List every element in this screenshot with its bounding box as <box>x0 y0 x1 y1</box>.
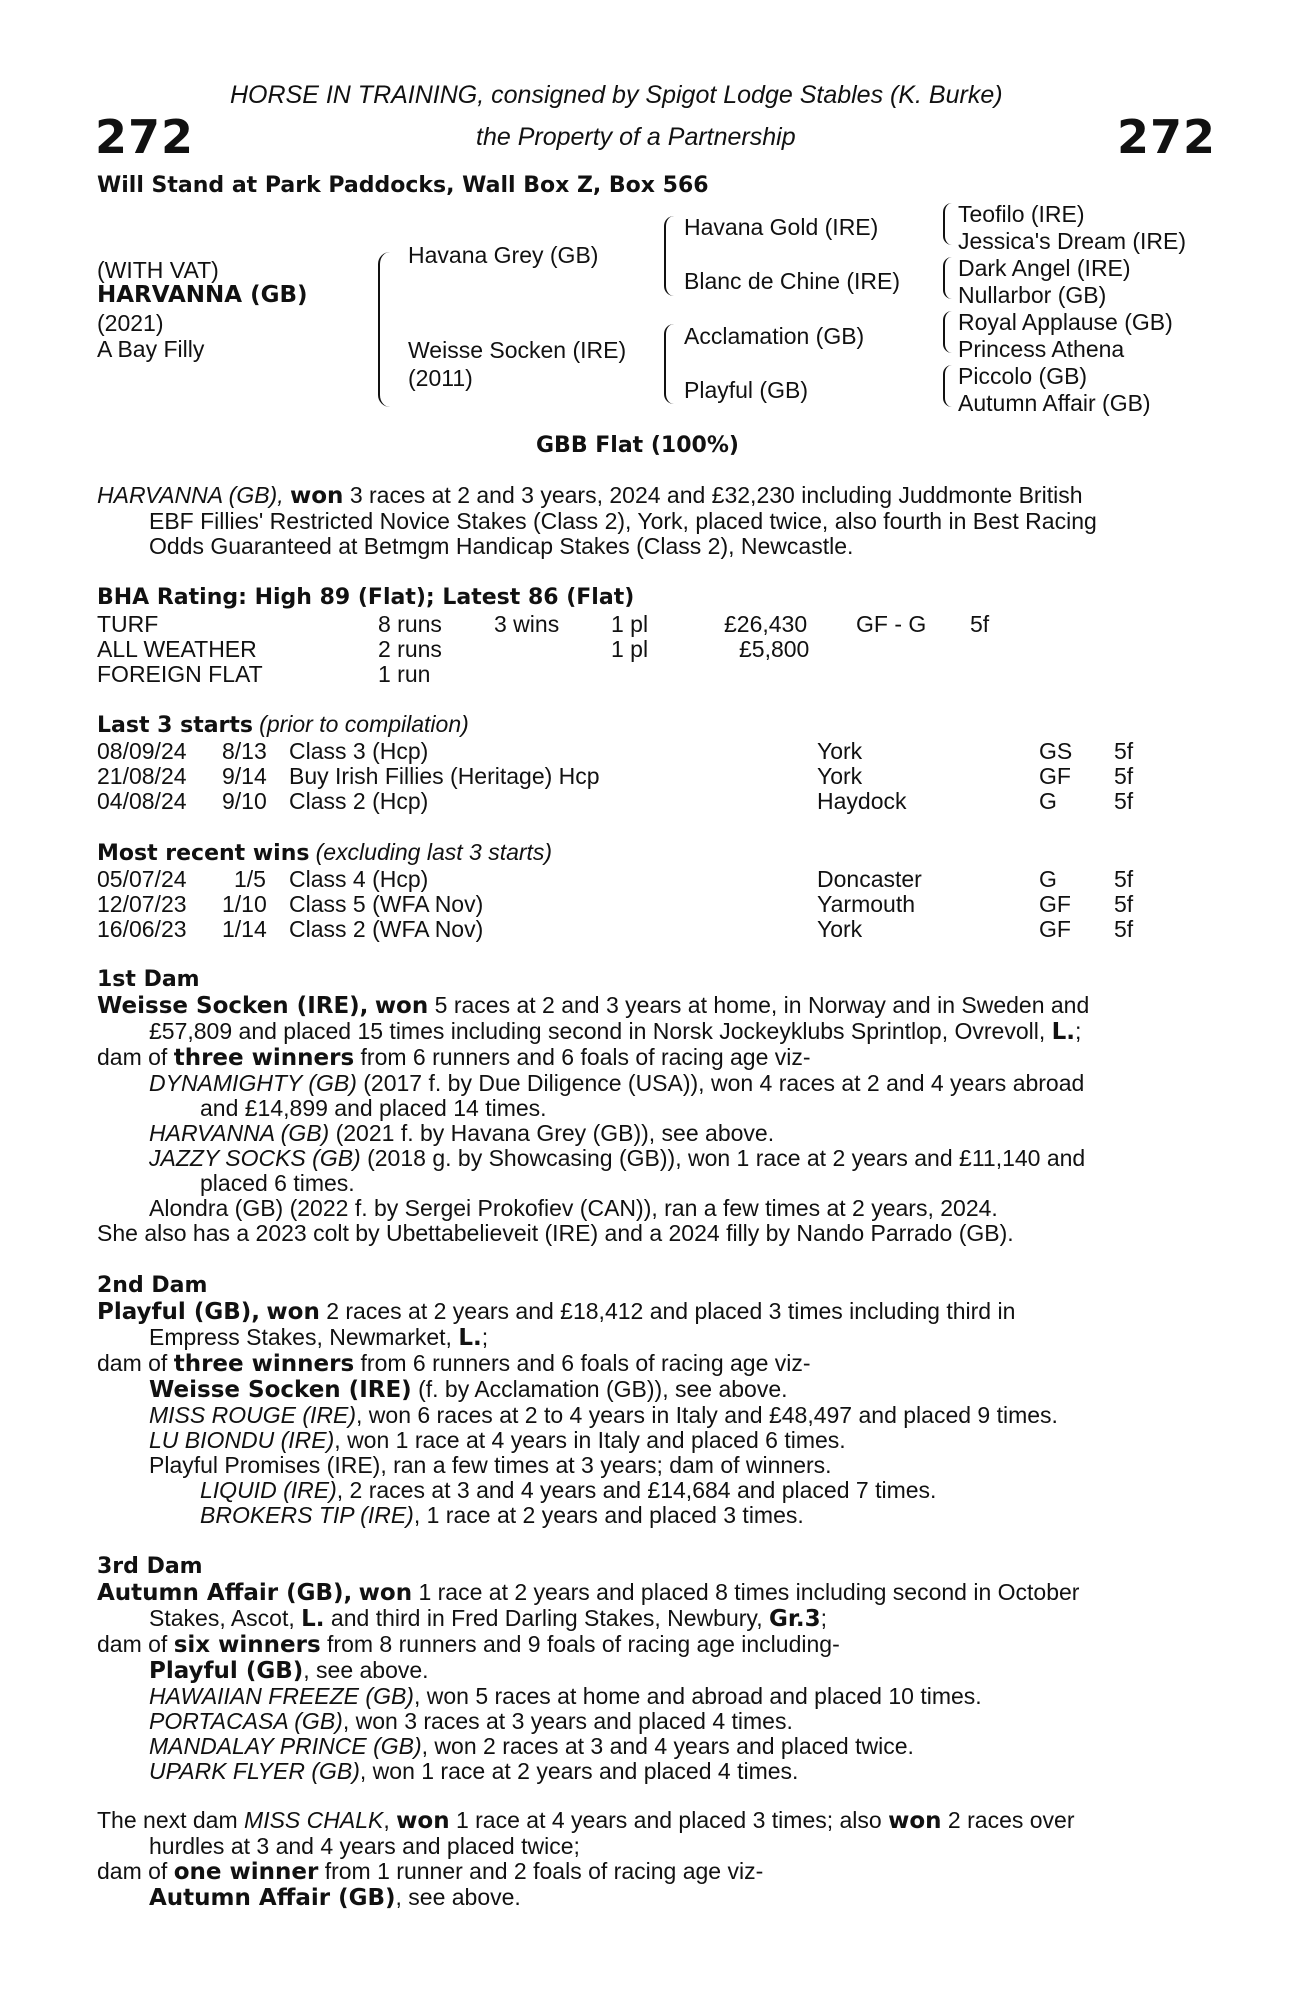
dam-name: Weisse Socken (IRE) <box>408 337 627 363</box>
start-date: 08/09/24 <box>97 738 187 764</box>
dam2-grandprogeny-2: BROKERS TIP (IRE) <box>200 1502 414 1528</box>
horse-name: HARVANNA (GB) <box>97 282 308 308</box>
race-summary <box>97 483 1205 559</box>
lot-number-right: 272 <box>1117 110 1217 164</box>
next-dam-name: MISS CHALK <box>244 1807 384 1833</box>
dam-year: (2011) <box>408 365 473 391</box>
great-granddam-3: Princess Athena <box>958 336 1125 362</box>
next-dam-damof: dam of <box>97 1858 174 1884</box>
start-dist: 5f <box>1114 788 1134 814</box>
pedigree-brace-g2 <box>943 257 952 299</box>
pedigree-brace-sire <box>664 216 674 296</box>
win-race: Class 2 (WFA Nov) <box>289 916 484 942</box>
sire-sire: Havana Gold (IRE) <box>684 214 879 240</box>
location-line: Will Stand at Park Paddocks, Wall Box Z, Box 566 <box>97 173 709 198</box>
win-dist: 5f <box>1114 866 1134 892</box>
dam1-progeny-1-text: (2017 f. by Due Diligence (USA)), won 4 races at 2 and 4 years abroad <box>356 1070 1085 1096</box>
dam2-progeny-3: LU BIONDU (IRE) <box>149 1427 335 1453</box>
gbb-label: GBB Flat (100%) <box>536 433 739 458</box>
dam1-heading: 1st Dam <box>97 967 200 992</box>
dam2-progeny-2-text: , won 6 races at 2 to 4 years in Italy and £48,497 and placed 9 times. <box>356 1402 1058 1428</box>
win-date: 12/07/23 <box>97 891 187 917</box>
dam2-line1: 2 races at 2 years and £18,412 and placed 3 times including third in <box>319 1298 1016 1324</box>
win-pos: 1/14 <box>222 916 267 942</box>
rating-wins: 3 wins <box>494 611 560 637</box>
win-race: Class 4 (Hcp) <box>289 866 429 892</box>
dam1-winners: three winners <box>173 1045 355 1071</box>
great-grandsire-3: Royal Applause (GB) <box>958 309 1173 335</box>
rating-prize: £5,800 <box>739 636 810 662</box>
summary-line3: Odds Guaranteed at Betmgm Handicap Stakes (Class 2), Newcastle. <box>149 533 854 559</box>
summary-line1: 3 races at 2 and 3 years, 2024 and £32,230 including Juddmonte British <box>343 482 1083 508</box>
win-course: York <box>817 916 863 942</box>
start-date: 21/08/24 <box>97 763 187 789</box>
dam2-section <box>97 1299 1205 1528</box>
vat-label: (WITH VAT) <box>97 257 219 283</box>
great-grandsire-4: Piccolo (GB) <box>958 363 1088 389</box>
next-dam-damof-rest: from 1 runner and 2 foals of racing age viz- <box>318 1858 764 1884</box>
start-going: G <box>1039 788 1057 814</box>
dam2-grandprogeny-2-text: , 1 race at 2 years and placed 3 times. <box>413 1502 804 1528</box>
win-going: GF <box>1039 891 1071 917</box>
next-dam-text1: 1 race at 4 years and placed 3 times; also <box>449 1807 889 1833</box>
dam2-won: won <box>266 1299 320 1325</box>
next-dam-won: won <box>396 1808 450 1834</box>
dam3-line2c: and third in Fred Darling Stakes, Newbury, <box>324 1605 769 1631</box>
dam3-section <box>97 1580 1205 1784</box>
dam3-progeny-5: UPARK FLYER (GB) <box>149 1758 360 1784</box>
dam3-progeny-1-text: , see above. <box>303 1657 429 1683</box>
dam1-progeny-4: Alondra (GB) (2022 f. by Sergei Prokofiev (CAN)), ran a few times at 2 years, 2024. <box>149 1195 998 1221</box>
win-date: 16/06/23 <box>97 916 187 942</box>
start-race: Buy Irish Fillies (Heritage) Hcp <box>289 763 600 789</box>
dam2-winners: three winners <box>173 1351 355 1377</box>
win-pos: 1/10 <box>222 891 267 917</box>
dam2-heading: 2nd Dam <box>97 1273 208 1298</box>
dam3-progeny-1: Playful (GB) <box>149 1658 304 1684</box>
dam2-name: Playful (GB), <box>97 1299 260 1325</box>
rating-surface: ALL WEATHER <box>97 636 257 662</box>
dam1-progeny-1-cont: and £14,899 and placed 14 times. <box>200 1095 547 1121</box>
start-race: Class 2 (Hcp) <box>289 788 429 814</box>
dam1-progeny-2-text: (2021 f. by Havana Grey (GB)), see above. <box>329 1120 775 1146</box>
dam3-name: Autumn Affair (GB), <box>97 1580 353 1606</box>
next-dam-text2: 2 races over <box>941 1807 1075 1833</box>
summary-won: won <box>290 483 344 509</box>
rating-placed: 1 pl <box>611 611 649 637</box>
dam3-damof: dam of <box>97 1631 174 1657</box>
great-granddam-1: Jessica's Dream (IRE) <box>958 228 1187 254</box>
rating-surface: FOREIGN FLAT <box>97 661 263 687</box>
start-pos: 8/13 <box>222 738 267 764</box>
next-dam-won2: won <box>888 1808 942 1834</box>
win-going: GF <box>1039 916 1071 942</box>
dam-dam: Playful (GB) <box>684 377 808 403</box>
dam3-won: won <box>358 1580 413 1606</box>
dam3-line1: 1 race at 2 years and placed 8 times including second in October <box>412 1579 1080 1605</box>
start-going: GS <box>1039 738 1073 764</box>
dam2-line2-end: ; <box>481 1324 489 1350</box>
pedigree-brace-main <box>378 252 390 407</box>
last-starts-heading <box>97 711 469 738</box>
dam2-damof: dam of <box>97 1350 174 1376</box>
start-dist: 5f <box>1114 763 1134 789</box>
summary-horse-name: HARVANNA (GB), <box>97 482 284 508</box>
dam2-progeny-4: Playful Promises (IRE), ran a few times at 3 years; dam of winners. <box>149 1452 832 1478</box>
dam2-listed: L. <box>458 1325 482 1351</box>
recent-wins-heading <box>97 839 552 866</box>
dam3-progeny-2: HAWAIIAN FREEZE (GB) <box>149 1683 414 1709</box>
dam3-line2a: Stakes, Ascot, <box>149 1605 302 1631</box>
next-dam-progeny-1: Autumn Affair (GB) <box>149 1885 396 1911</box>
dam1-line2-end: ; <box>1075 1018 1082 1044</box>
win-date: 05/07/24 <box>97 866 187 892</box>
dam3-line2e: ; <box>820 1605 828 1631</box>
next-dam-winners: one winner <box>173 1859 319 1885</box>
dam2-progeny-1-text: (f. by Acclamation (GB)), see above. <box>411 1376 788 1402</box>
win-going: G <box>1039 866 1057 892</box>
start-pos: 9/14 <box>222 763 267 789</box>
pedigree-brace-dam <box>664 324 674 404</box>
dam1-progeny-3-text: (2018 g. by Showcasing (GB)), won 1 race at 2 years and £11,140 and <box>360 1145 1086 1171</box>
dam3-progeny-4: MANDALAY PRINCE (GB) <box>149 1733 422 1759</box>
rating-placed: 1 pl <box>611 636 649 662</box>
start-going: GF <box>1039 763 1071 789</box>
dam3-heading: 3rd Dam <box>97 1554 203 1579</box>
rating-runs: 2 runs <box>378 636 442 662</box>
dam2-progeny-1: Weisse Socken (IRE) <box>149 1377 412 1403</box>
win-dist: 5f <box>1114 916 1134 942</box>
start-course: York <box>817 763 863 789</box>
pedigree-brace-g1 <box>943 203 952 245</box>
dam2-line2: Empress Stakes, Newmarket, <box>149 1324 459 1350</box>
dam3-progeny-3-text: , won 3 races at 3 years and placed 4 times. <box>342 1708 793 1734</box>
dam3-progeny-4-text: , won 2 races at 3 and 4 years and placed twice. <box>421 1733 914 1759</box>
dam3-listed: L. <box>301 1606 325 1632</box>
dam1-progeny-1: DYNAMIGHTY (GB) <box>149 1070 357 1096</box>
dam1-listed: L. <box>1051 1019 1076 1045</box>
dam2-progeny-3-text: , won 1 race at 4 years in Italy and placed 6 times. <box>334 1427 846 1453</box>
sire-dam: Blanc de Chine (IRE) <box>684 268 901 294</box>
dam1-line2: £57,809 and placed 15 times including second in Norsk Jockeyklubs Sprintlop, Ovrevoll, <box>149 1018 1052 1044</box>
recent-wins-title: Most recent wins <box>97 841 310 866</box>
dam1-progeny-3: JAZZY SOCKS (GB) <box>149 1145 361 1171</box>
start-date: 04/08/24 <box>97 788 187 814</box>
rating-heading: BHA Rating: High 89 (Flat); Latest 86 (Flat) <box>97 585 635 610</box>
recent-wins-note: (excluding last 3 starts) <box>315 839 553 865</box>
win-pos: 1/5 <box>234 866 266 892</box>
pedigree-brace-g3 <box>943 311 952 353</box>
great-grandsire-1: Teofilo (IRE) <box>958 201 1085 227</box>
great-granddam-2: Nullarbor (GB) <box>958 282 1107 308</box>
dam3-progeny-5-text: , won 1 race at 2 years and placed 4 times. <box>359 1758 799 1784</box>
next-dam-progeny-1-text: , see above. <box>395 1884 521 1910</box>
rating-surface: TURF <box>97 611 159 637</box>
dam2-grandprogeny-1: LIQUID (IRE) <box>200 1477 337 1503</box>
start-dist: 5f <box>1114 738 1134 764</box>
dam-sire: Acclamation (GB) <box>684 323 865 349</box>
start-course: Haydock <box>817 788 907 814</box>
last-starts-title: Last 3 starts <box>97 713 254 738</box>
lot-number-left: 272 <box>95 110 195 164</box>
dam1-progeny-3-cont: placed 6 times. <box>200 1170 355 1196</box>
dam1-damof-rest: from 6 runners and 6 foals of racing age viz- <box>354 1044 811 1070</box>
win-course: Yarmouth <box>817 891 916 917</box>
summary-line2: EBF Fillies' Restricted Novice Stakes (Class 2), York, placed twice, also fourth in Best Racing <box>149 508 1097 534</box>
win-course: Doncaster <box>817 866 922 892</box>
rating-dist: 5f <box>970 611 990 637</box>
next-dam-section <box>97 1808 1205 1911</box>
dam2-progeny-2: MISS ROUGE (IRE) <box>149 1402 357 1428</box>
win-race: Class 5 (WFA Nov) <box>289 891 484 917</box>
dam3-winners: six winners <box>173 1632 321 1658</box>
rating-runs: 1 run <box>378 661 431 687</box>
great-granddam-4: Autumn Affair (GB) <box>958 390 1151 416</box>
last-starts-note: (prior to compilation) <box>259 711 469 737</box>
next-dam-intro: The next dam <box>97 1807 245 1833</box>
pedigree-brace-g4 <box>943 365 952 407</box>
dam1-section <box>97 993 1205 1246</box>
consignor-line: HORSE IN TRAINING, consigned by Spigot Lodge Stables (K. Burke) <box>230 81 1003 109</box>
dam1-progeny-2: HARVANNA (GB) <box>149 1120 330 1146</box>
dam2-damof-rest: from 6 runners and 6 foals of racing age viz- <box>354 1350 811 1376</box>
start-race: Class 3 (Hcp) <box>289 738 429 764</box>
dam1-won: won <box>374 993 429 1019</box>
win-dist: 5f <box>1114 891 1134 917</box>
dam1-name: Weisse Socken (IRE), <box>97 993 369 1019</box>
great-grandsire-2: Dark Angel (IRE) <box>958 255 1131 281</box>
sire-name: Havana Grey (GB) <box>408 242 599 268</box>
dam2-grandprogeny-1-text: , 2 races at 3 and 4 years and £14,684 and placed 7 times. <box>336 1477 937 1503</box>
dam1-also: She also has a 2023 colt by Ubettabelieveit (IRE) and a 2024 filly by Nando Parrado (GB). <box>97 1220 1014 1246</box>
rating-going: GF - G <box>856 611 927 637</box>
dam1-line1: 5 races at 2 and 3 years at home, in Norway and in Sweden and <box>428 992 1090 1018</box>
dam1-damof: dam of <box>97 1044 174 1070</box>
rating-runs: 8 runs <box>378 611 442 637</box>
next-dam-comma: , <box>383 1807 397 1833</box>
start-course: York <box>817 738 863 764</box>
dam3-group: Gr.3 <box>768 1606 821 1632</box>
next-dam-line2: hurdles at 3 and 4 years and placed twice; <box>149 1833 580 1859</box>
property-line: the Property of a Partnership <box>476 123 796 151</box>
horse-year: (2021) <box>97 310 164 336</box>
horse-description: A Bay Filly <box>97 336 205 362</box>
dam3-progeny-3: PORTACASA (GB) <box>149 1708 343 1734</box>
dam3-damof-rest: from 8 runners and 9 foals of racing age including- <box>320 1631 840 1657</box>
dam3-progeny-2-text: , won 5 races at home and abroad and placed 10 times. <box>413 1683 982 1709</box>
rating-prize: £26,430 <box>724 611 808 637</box>
start-pos: 9/10 <box>222 788 267 814</box>
